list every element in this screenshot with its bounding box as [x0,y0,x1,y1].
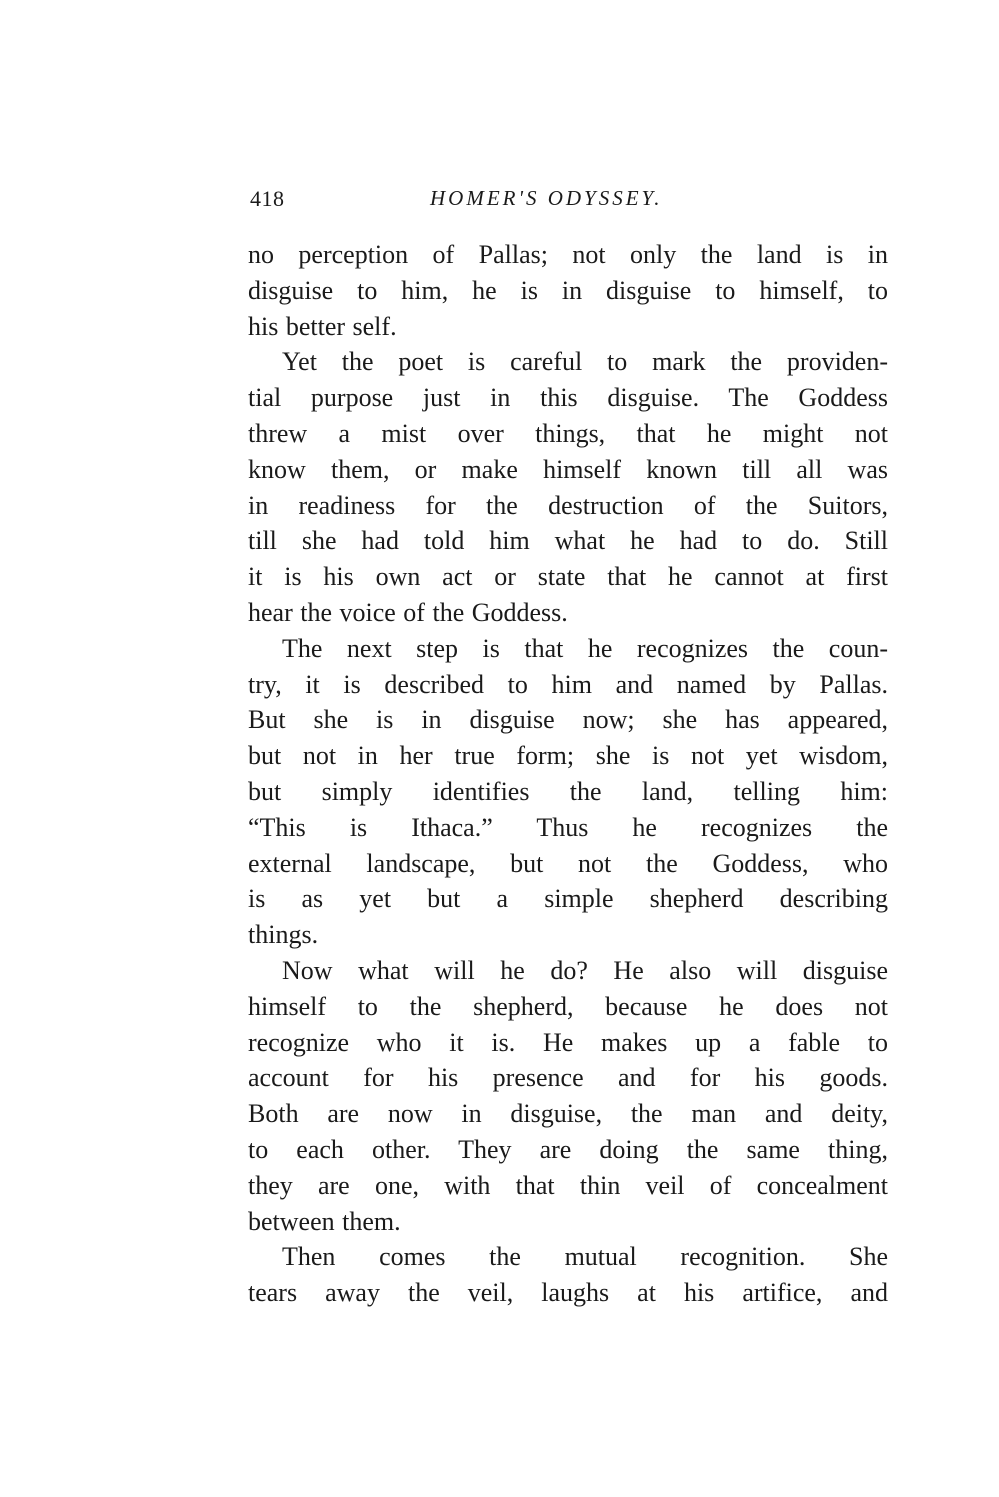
running-title: HOMER'S ODYSSEY. [430,186,663,210]
text-line: external landscape, but not the Goddess, who [248,848,888,878]
page-number: 418 [250,186,285,211]
text-line: between them. [248,1206,401,1236]
text-line: “This is Ithaca.” Thus he recognizes the [248,812,888,842]
running-head [248,180,888,220]
paragraph-3 [248,631,888,953]
text-line: they are one, with that thin veil of concealment [248,1170,888,1200]
text-line: recognize who it is. He makes up a fable to [248,1027,888,1057]
text-line: account for his presence and for his goods. [248,1063,888,1093]
text-line: Now what will he do? He also will disguise [282,955,888,985]
body-text [248,237,888,1311]
text-line: But she is in disguise now; she has appeared, [248,705,888,735]
text-line: things. [248,920,319,950]
text-line: is as yet but a simple shepherd describing [248,884,888,914]
text-line: Yet the poet is careful to mark the providen- [282,347,888,377]
text-line: tial purpose just in this disguise. The Goddess [248,383,888,413]
text-line: tears away the veil, laughs at his artifice, and [248,1278,888,1308]
text-line: know them, or make himself known till all was [248,454,888,484]
text-line: to each other. They are doing the same thing, [248,1134,888,1164]
text-line: himself to the shepherd, because he does not [248,991,888,1021]
text-line: his better self. [248,311,397,341]
text-line: Both are now in disguise, the man and deity, [248,1099,888,1129]
text-line: in readiness for the destruction of the Suitors, [248,490,888,520]
paragraph-4 [248,953,888,1239]
paragraph-5 [248,1239,888,1311]
text-line: but simply identifies the land, telling him: [248,776,888,806]
text-line: hear the voice of the Goddess. [248,597,568,627]
text-line: it is his own act or state that he cannot at first [248,562,888,592]
text-line: The next step is that he recognizes the coun- [282,633,888,663]
text-line: threw a mist over things, that he might not [248,418,888,448]
text-line: disguise to him, he is in disguise to himself, to [248,275,888,305]
text-line: Then comes the mutual recognition. She [282,1242,888,1272]
text-line: till she had told him what he had to do. Still [248,526,888,556]
paragraph-2 [248,344,888,630]
text-line: try, it is described to him and named by Pallas. [248,669,888,699]
text-line: no perception of Pallas; not only the land is in [248,240,888,269]
book-page [248,180,888,1311]
text-line: but not in her true form; she is not yet wisdom, [248,741,888,771]
paragraph-1 [248,237,888,344]
